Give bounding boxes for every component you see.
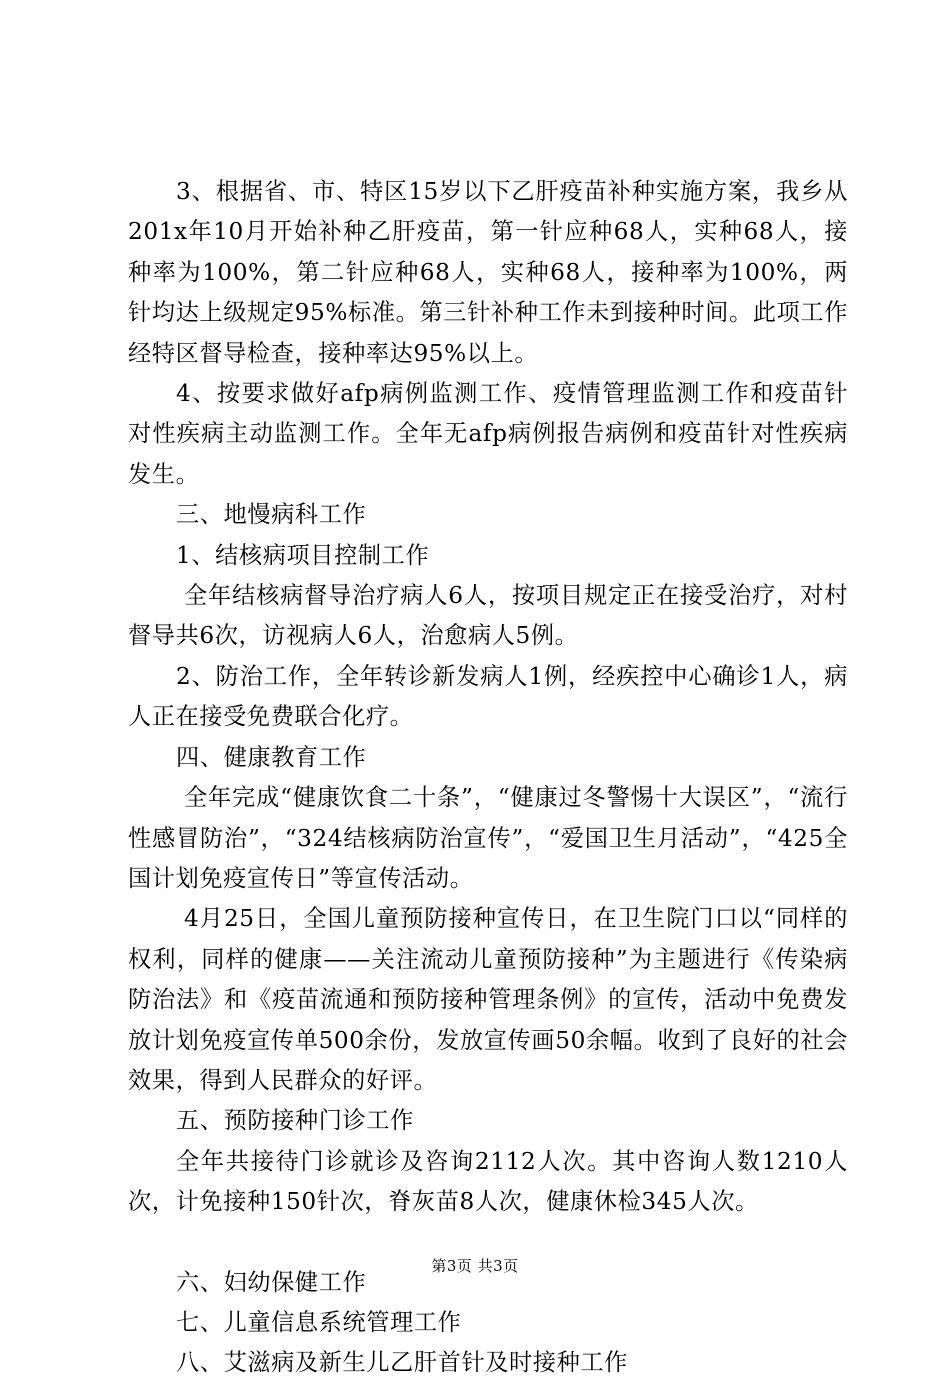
section-heading-aids-hepb: 八、艾滋病及新生儿乙肝首针及时接种工作 [176,1349,628,1377]
section-heading-chronic-disease: 三、地慢病科工作 [176,501,367,529]
section-heading-health-education: 四、健康教育工作 [176,743,367,771]
document-body [128,172,848,1384]
paragraph-vaccination-day: 4月25日，全国儿童预防接种宣传日，在卫生院门口以“同样的权利，同样的健康——关注流动儿童预防接种”为主题进行《传染病防治法》和《疫苗流通和预防接种管理条例》的宣传，活动中免费发放计划免疫宣传单500余份，发放宣传画50余幅。收到了良好的社会效果，得到人民群众的好评。 [128,905,848,1094]
section-heading-maternal-child: 六、妇幼保健工作 [176,1268,367,1296]
paragraph-afp-monitoring: 4、按要求做好afp病例监测工作、疫情管理监测工作和疫苗针对性疾病主动监测工作。全年无afp病例报告病例和疫苗针对性疾病发生。 [128,380,848,488]
section-heading-vaccination-clinic: 五、预防接种门诊工作 [176,1107,414,1135]
paragraph-prevention-work: 2、防治工作，全年转诊新发病人1例，经疾控中心确诊1人，病人正在接受免费联合化疗。 [128,662,848,731]
paragraph-campaigns: 全年完成“健康饮食二十条”，“健康过冬警惕十大误区”，“流行性感冒防治”，“324结核病防治宣传”，“爱国卫生月活动”，“425全国计划免疫宣传日”等宣传活动。 [128,784,848,892]
paragraph-hepb-catchup: 3、根据省、市、特区15岁以下乙肝疫苗补种实施方案，我乡从201x年10月开始补种乙肝疫苗，第一针应种68人，实种68人，接种率为100%，第二针应种68人，实种68人，接种率为100%，两针均达上级规定95%标准。第三针补种工作未到接种时间。此项工作经特区督导检查，接种率达95%以上。 [128,178,848,367]
paragraph-clinic-stats: 全年共接待门诊就诊及咨询2112人次。其中咨询人数1210人次，计免接种150针次，脊灰苗8人次，健康休检345人次。 [128,1147,848,1216]
paragraph-tb-treatment: 全年结核病督导治疗病人6人，按项目规定正在接受治疗，对村督导共6次，访视病人6人，治愈病人5例。 [128,582,848,650]
section-heading-child-info-system: 七、儿童信息系统管理工作 [176,1308,462,1336]
page-footer: 第3页 共3页 [431,1257,519,1275]
subheading-tb-control: 1、结核病项目控制工作 [176,541,430,569]
